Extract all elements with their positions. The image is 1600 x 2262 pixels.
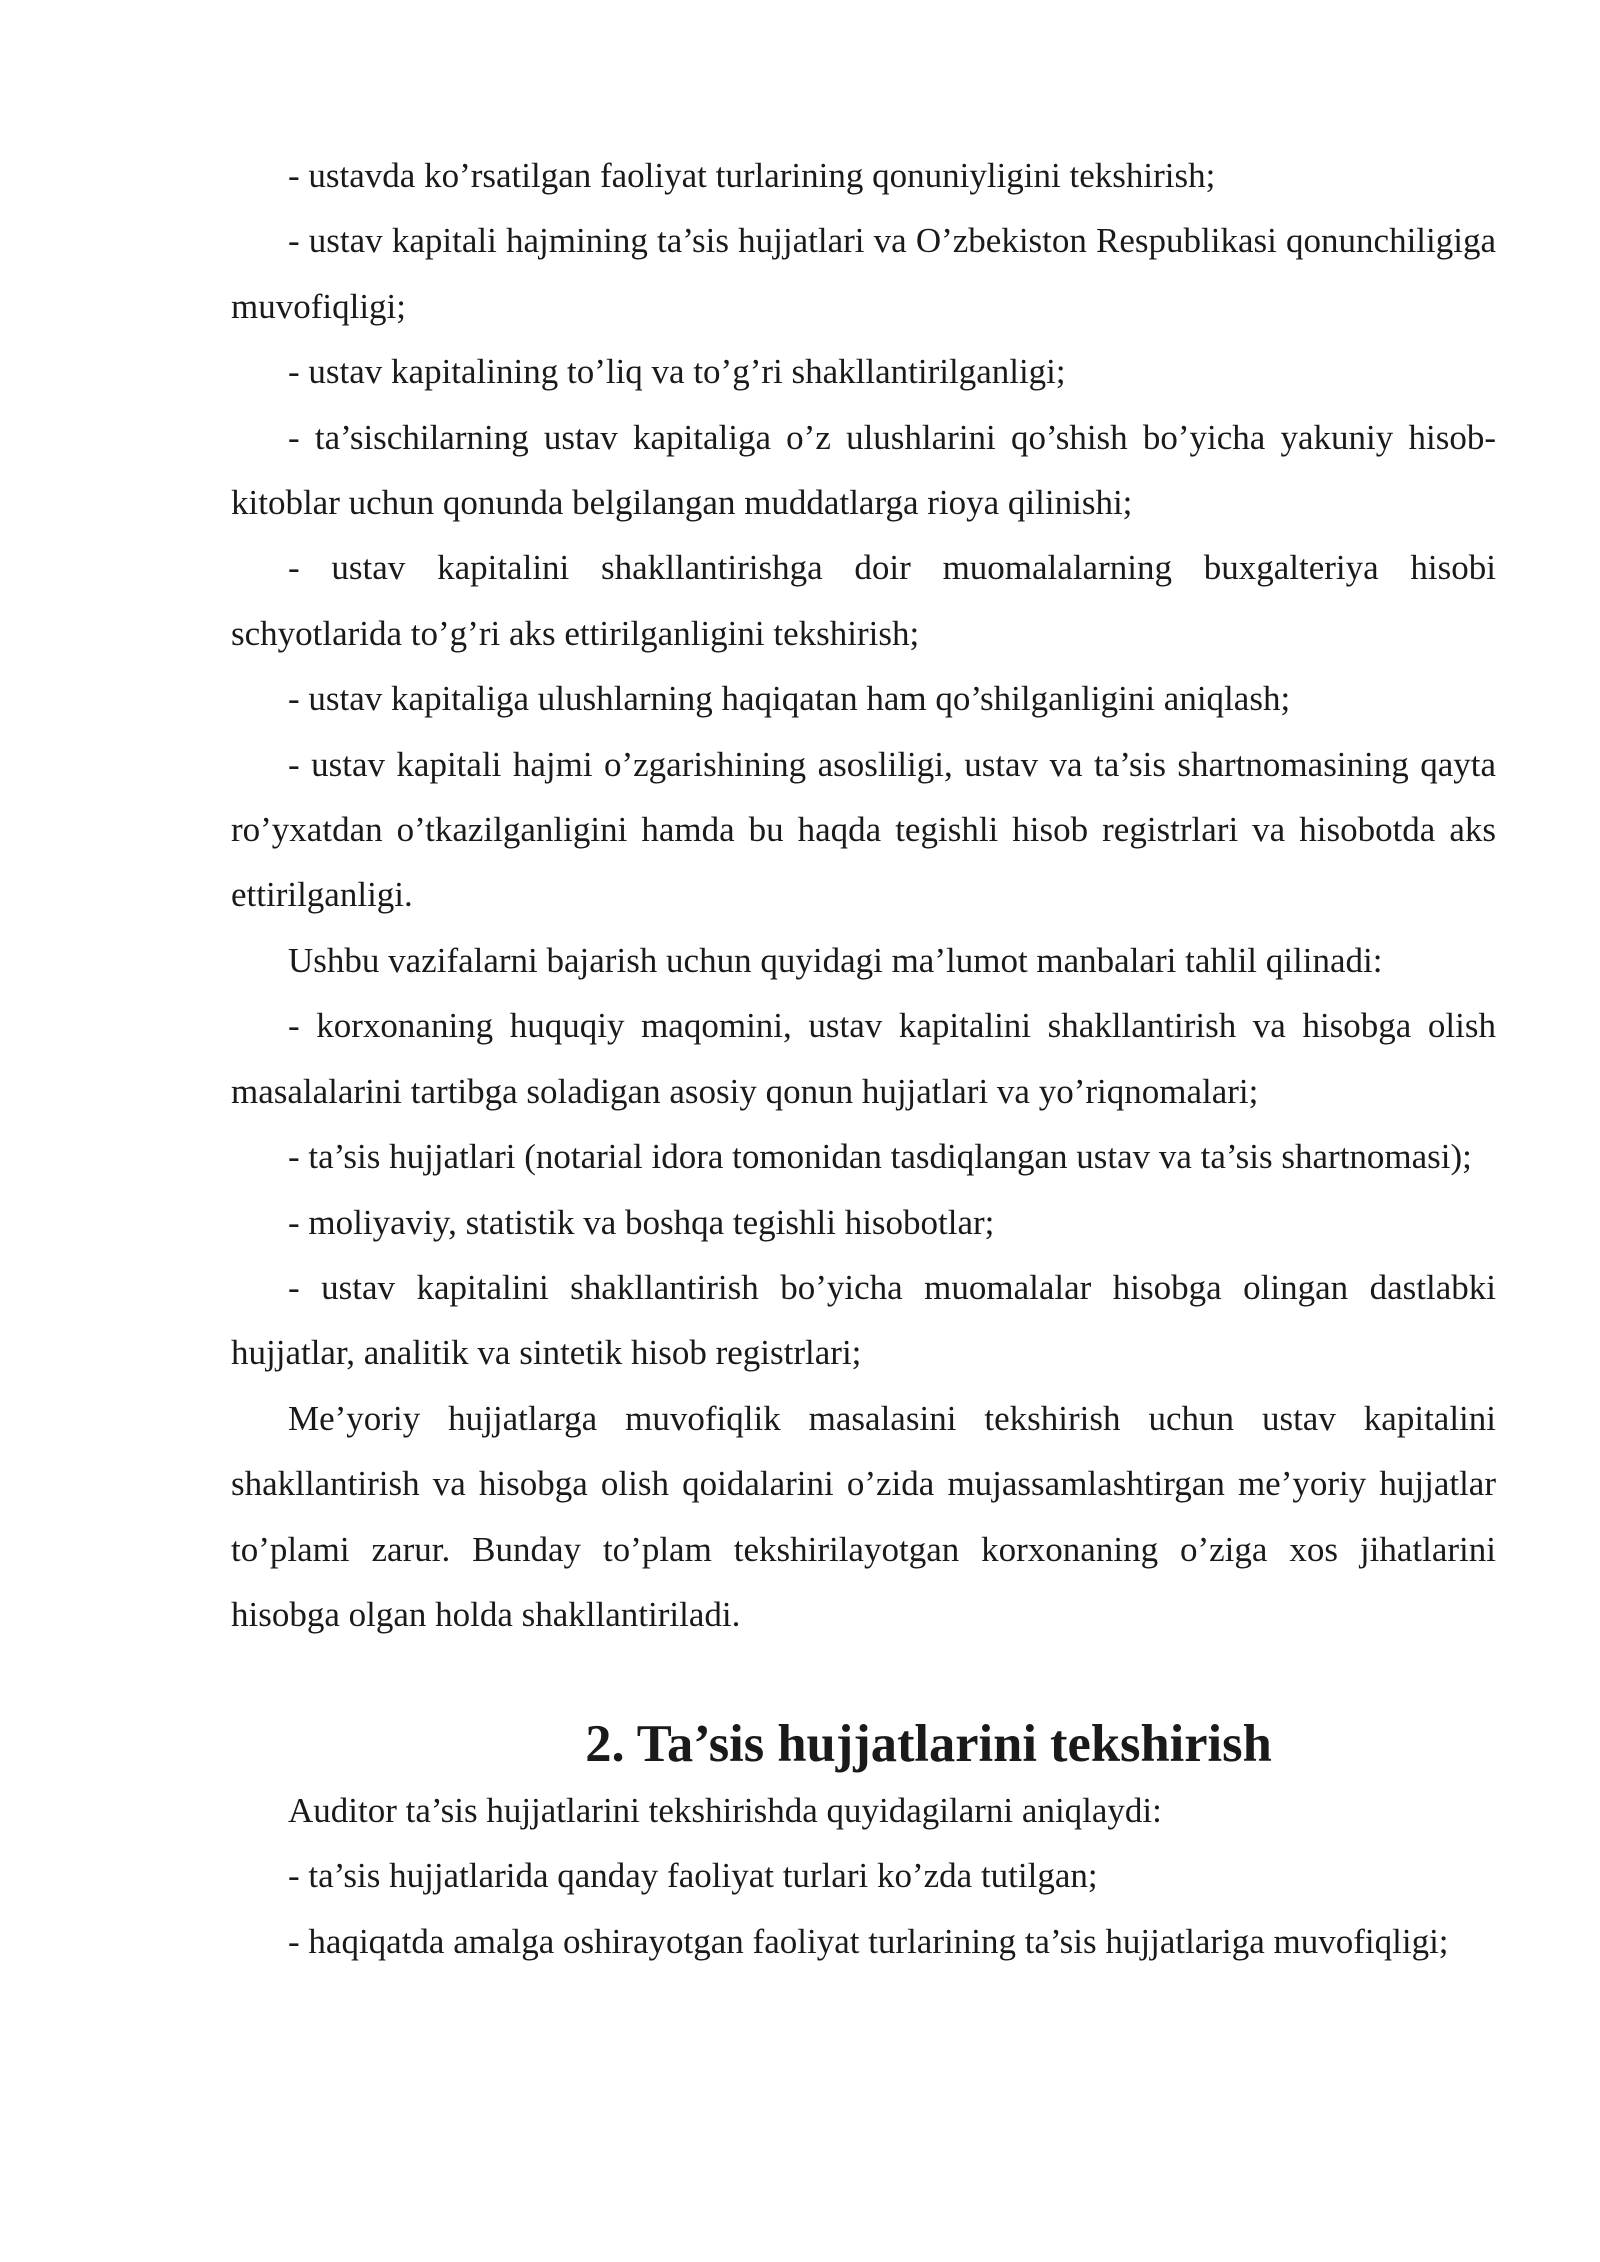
paragraph: Auditor ta’sis hujjatlarini tekshirishda quyidagilarni aniqlaydi: [288, 1790, 1162, 1830]
paragraph: - ta’sischilarning ustav kapitaliga o’z ulushlarini qo’shish bo’yicha yakuniy hisob-kitoblar uchun qonunda belgilangan muddatlarga rioya qilinishi; [231, 417, 1496, 523]
document-page [231, 143, 1496, 1974]
paragraph: - ustav kapitalini shakllantirishga doir muomalalarning buxgalteriya hisobi schyotlarida to’g’ri aks ettirilganligini tekshirish; [231, 548, 1496, 653]
paragraph: - ustav kapitali hajmining ta’sis hujjatlari va O’zbekiston Respublikasi qonunchiligiga muvofiqligi; [231, 221, 1496, 326]
paragraph: - ustav kapitalining to’liq va to’g’ri shakllantirilganligi; [288, 352, 1066, 392]
paragraph: - ustav kapitalini shakllantirish bo’yicha muomalalar hisobga olingan dastlabki hujjatlar, analitik va sintetik hisob registrlari; [231, 1267, 1496, 1373]
paragraph: - ta’sis hujjatlari (notarial idora tomonidan tasdiqlangan ustav va ta’sis shartnomasi); [288, 1137, 1472, 1177]
paragraph: - ustav kapitali hajmi o’zgarishining asosliligi, ustav va ta’sis shartnomasining qayta ro’yxatdan o’tkazilganligini hamda bu haqda tegishli hisob registrlari va hisobotda aks ettirilganligi. [231, 744, 1496, 915]
paragraph: - haqiqatda amalga oshirayotgan faoliyat turlarining ta’sis hujjatlariga muvofiqligi; [288, 1921, 1449, 1961]
paragraph: Ushbu vazifalarni bajarish uchun quyidagi ma’lumot manbalari tahlil qilinadi: [288, 940, 1383, 980]
paragraph: - ustavda ko’rsatilgan faoliyat turlarining qonuniyligini tekshirish; [288, 156, 1216, 195]
paragraph: - ta’sis hujjatlarida qanday faoliyat turlari ko’zda tutilgan; [288, 1856, 1098, 1896]
paragraph: - korxonaning huquqiy maqomini, ustav kapitalini shakllantirish va hisobga olish masalalarini tartibga soladigan asosiy qonun hujjatlari va yo’riqnomalari; [231, 1006, 1496, 1111]
paragraph: - ustav kapitaliga ulushlarning haqiqatan ham qo’shilganligini aniqlash; [288, 679, 1291, 719]
paragraph: - moliyaviy, statistik va boshqa tegishli hisobotlar; [288, 1202, 995, 1242]
paragraph: Me’yoriy hujjatlarga muvofiqlik masalasini tekshirish uchun ustav kapitalini shakllantirish va hisobga olish qoidalarini o’zida mujassamlashtirgan me’yoriy hujjatlar to’plami zarur. Bunday to’plam tekshirilayotgan korxonaning o’ziga xos jihatlarini hisobga olgan holda shakllantiriladi. [231, 1398, 1496, 1634]
section-heading: 2. Ta’sis hujjatlarini tekshirish [585, 1715, 1272, 1774]
